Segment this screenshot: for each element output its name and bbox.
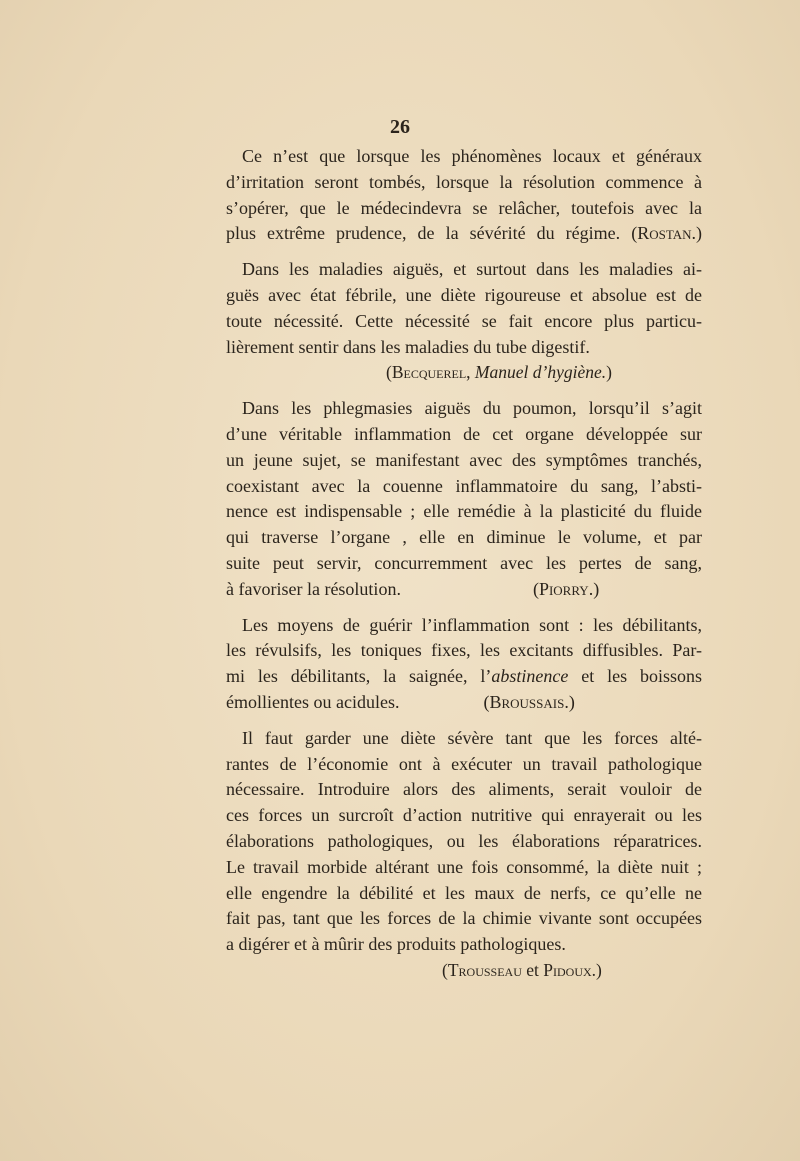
citation: (Broussais.) [483,691,575,712]
paragraph-broussais [226,613,702,716]
text-line: d’une véritable inflammation de cet organe développée sur [226,423,702,444]
text-line: un jeune sujet, se manifestant avec des symptômes tranchés, [226,449,702,470]
text-line: Il faut garder une diète sévère tant que les forces alté- [242,727,702,748]
text-line: Ce n’est que lorsque les phénomènes locaux et généraux [242,146,702,166]
text-line: Les moyens de guérir l’inflammation sont : les débilitants, [242,614,702,635]
citation-author: Broussais [489,691,565,712]
text-line: émollientes ou acidules. [226,691,400,712]
text-line: elle engendre la débilité et les maux de nerfs, ce qu’elle ne [226,882,702,903]
text-line-with-citation [226,577,702,603]
citation-author: Becquerel [391,362,467,383]
paragraph-rostan [226,144,702,247]
text-line: guës avec état fébrile, une diète rigoureuse et absolue est de [226,284,702,305]
citation-author-2: Pidoux [543,959,592,980]
text-line: toute nécessité. Cette nécessité se fait encore plus particu- [226,310,702,331]
text-line: Le travail morbide altérant une fois consommé, la diète nuit ; [226,856,702,877]
text-line: ces forces un surcroît d’action nutritive qui enrayerait ou les [226,805,702,826]
text-line: suite peut servir, concurremment avec les pertes de sang, [226,552,702,573]
emphasis-abstinence: abstinence [491,666,569,687]
citation-author: Rostan [637,223,692,244]
text-line: les révulsifs, les toniques fixes, les excitants diffusibles. Par- [226,640,702,661]
page-number: 26 [390,116,410,138]
paragraph-piorry [226,396,702,602]
citation: (Rostan.) [631,223,703,244]
text-line: Dans les phlegmasies aiguës du poumon, lorsqu’il s’agit [242,398,702,419]
text-block [226,144,702,994]
citation-author: Piorry [538,578,589,599]
text-line: lièrement sentir dans les maladies du tube digestif. [226,336,590,357]
text-line-with-emphasis: mi les débilitants, la saignée, l’abstinence et les boissons [226,666,702,687]
text-line: à favoriser la résolution. [226,578,401,599]
text-line: Dans les maladies aiguës, et surtout dans les maladies ai- [242,259,702,280]
text-line: fait pas, tant que les forces de la chimie vivante sont occupées [226,908,702,929]
text-line-with-citation [226,690,702,716]
text-line: a digérer et à mûrir des produits pathologiques. [226,934,566,955]
citation: (Piorry.) [532,578,600,599]
text-line-with-citation [226,221,702,247]
text-line: élaborations pathologiques, ou les élaborations réparatrices. [226,830,702,851]
text-line: nécessaire. Introduire alors des aliments, serait vouloir de [226,779,702,800]
citation: (Becquerel, Manuel d’hygiène.) [386,362,612,383]
citation-author: Trousseau [447,959,522,980]
text-line: plus extrême prudence, de la sévérité du régime. [226,223,621,244]
text-line: qui traverse l’organe , elle en diminue le volume, et par [226,527,702,548]
text-line: rantes de l’économie ont à exécuter un travail pathologique [226,753,702,774]
text-line: d’irritation seront tombés, lorsque la résolution commence à [226,171,702,192]
text-line: nence est indispensable ; elle remédie à la plasticité du fluide [226,501,702,522]
paragraph-becquerel [226,257,702,386]
paragraph-trousseau-pidoux [226,726,702,984]
text-line: coexistant avec la couenne inflammatoire du sang, l’absti- [226,475,702,496]
text-line: s’opérer, que le médecindevra se relâcher, toutefois avec la [226,197,702,218]
citation: (Trousseau et Pidoux.) [442,959,602,980]
citation-title: Manuel d’hygiène. [474,362,607,383]
